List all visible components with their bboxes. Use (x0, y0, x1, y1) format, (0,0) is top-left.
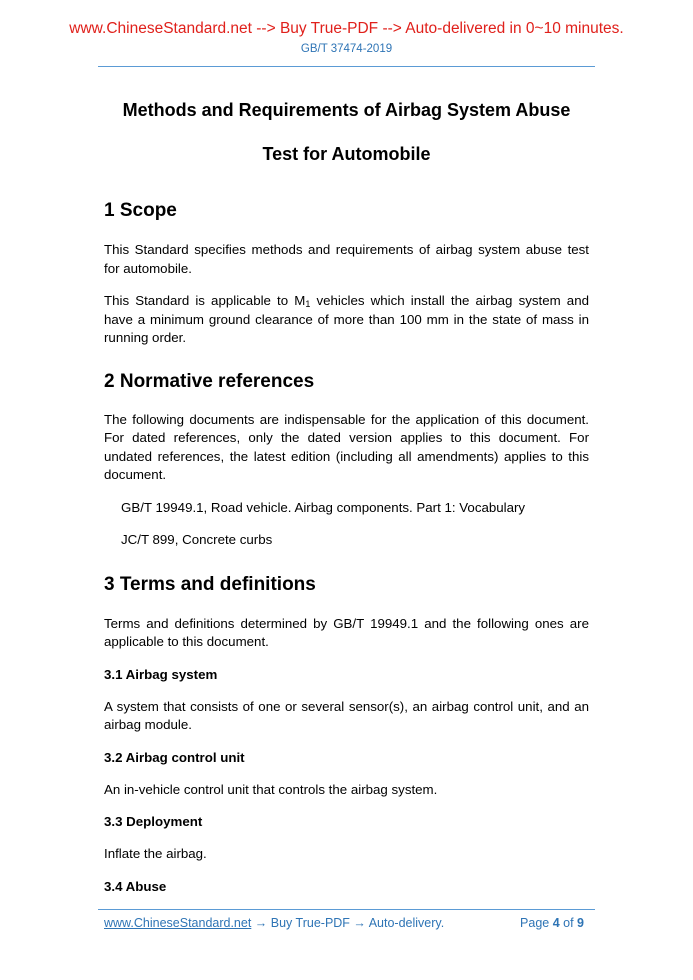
purchase-banner[interactable]: www.ChineseStandard.net --> Buy True-PDF --> Auto-delivered in 0~10 minutes. (69, 20, 624, 37)
footer-divider (98, 909, 595, 910)
section-terms-heading: 3 Terms and definitions (104, 573, 316, 595)
section-scope-heading: 1 Scope (104, 200, 177, 221)
reference-item: GB/T 19949.1, Road vehicle. Airbag components. Part 1: Vocabulary (121, 499, 526, 515)
standard-code: GB/T 37474-2019 (300, 43, 393, 55)
normative-paragraph: The following documents are indispensable for the application of this document. For dated references, only the dated version applies to this document. For undated references, the latest edition (including all amendments) applies to this document. (104, 411, 589, 482)
header-divider (98, 66, 595, 67)
vehicle-category-subscript: 1 (305, 299, 311, 309)
scope-paragraph-2-start: This Standard is applicable to M (104, 293, 306, 308)
page-label: Page (520, 916, 553, 930)
term-heading: 3.1 Airbag system (104, 666, 218, 682)
document-title (104, 88, 589, 176)
title-line-2: Test for Automobile (262, 144, 431, 164)
term-heading: 3.3 Deployment (104, 814, 203, 829)
page-indicator (520, 915, 584, 931)
footer-trail-text: → Buy True-PDF → Auto-delivery. (251, 916, 445, 930)
term-definition: Inflate the airbag. (104, 846, 207, 861)
of-label: of (559, 916, 578, 930)
reference-item: JC/T 899, Concrete curbs (121, 532, 273, 547)
footer-site-link[interactable]: www.ChineseStandard.net (104, 916, 252, 930)
terms-intro-paragraph: Terms and definitions determined by GB/T 19949.1 and the following ones are applicable to this document. (104, 615, 589, 649)
scope-paragraph-2 (104, 292, 589, 348)
term-heading: 3.4 Abuse (104, 878, 167, 894)
section-normative-heading: 2 Normative references (104, 370, 315, 392)
scope-paragraph-2-rest: vehicles which install the airbag system and have a minimum ground clearance of more than 100 mm in the state of mass in running order. (104, 293, 589, 345)
scope-paragraph-1: This Standard specifies methods and requirements of airbag system abuse test for automobile. (104, 242, 589, 276)
term-definition: An in-vehicle control unit that controls the airbag system. (104, 781, 438, 797)
term-heading: 3.2 Airbag control unit (104, 749, 245, 765)
footer-purchase-info (104, 915, 444, 931)
page-content (104, 88, 589, 896)
term-definition: A system that consists of one or several sensor(s), an airbag control unit, and an airbag module. (104, 698, 589, 732)
total-pages-number: 9 (577, 916, 584, 930)
current-page-number: 4 (552, 916, 560, 930)
title-line-1: Methods and Requirements of Airbag System Abuse (122, 100, 571, 120)
